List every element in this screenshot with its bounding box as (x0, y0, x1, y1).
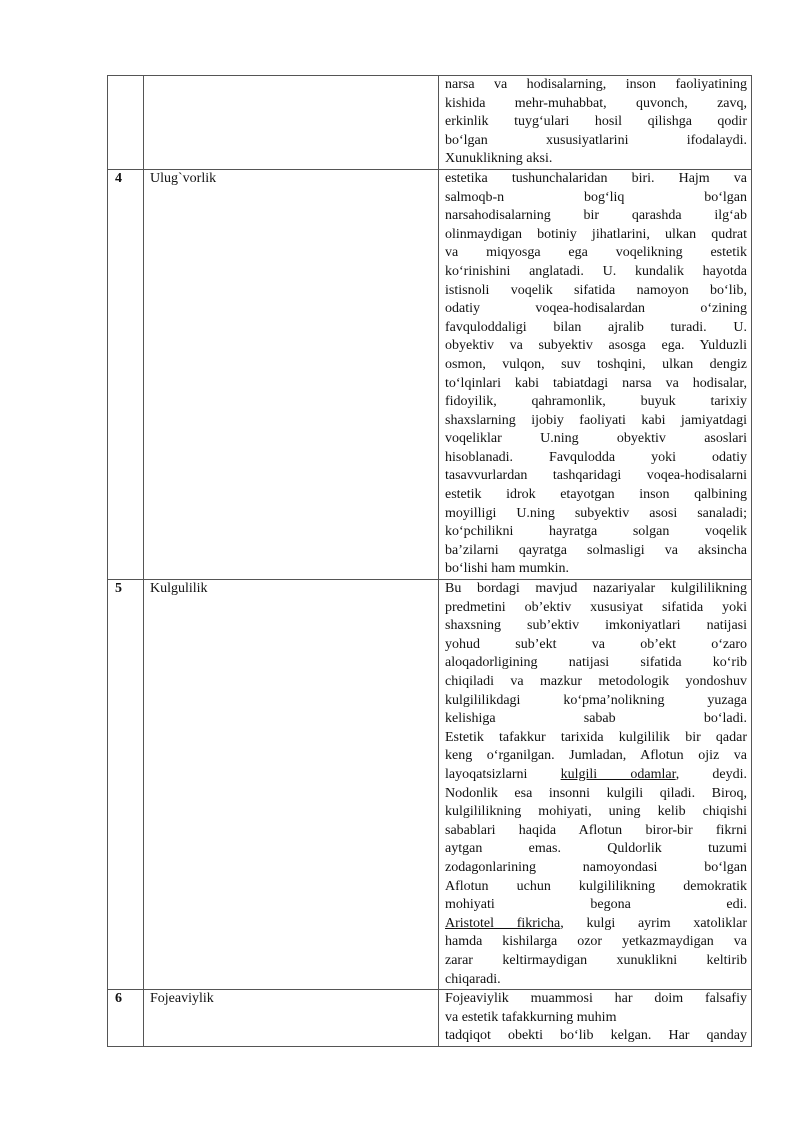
definition-line: voqeliklar U.ning obyektiv asoslari (445, 431, 747, 447)
definition-line: shaxslarning ijobiy faoliyati kabi jamiyatdagi (445, 412, 747, 428)
definition-line: va miqyosga ega voqelikning estetik (445, 245, 747, 261)
definition-line: kishida mehr-muhabbat, quvonch, zavq, (445, 95, 747, 111)
definition-line: va estetik tafakkurning muhim (445, 1009, 617, 1025)
table-row (108, 990, 752, 1047)
definition-line: ko‘pchilikni hayratga solgan voqelik (445, 524, 747, 540)
definition-line: Aflotun uchun kulgililikning demokratik (445, 878, 747, 894)
underlined-phrase: kulgili odamlar (560, 766, 676, 782)
definition-line: erkinlik tuyg‘ulari hosil qilishga qodir (445, 114, 747, 130)
definition-line: Bu bordagi mavjud nazariyalar kulgililikning (445, 581, 747, 597)
definition-line: Fojeaviylik muammosi har doim falsafiy (445, 991, 747, 1007)
definition-line: kulgililikdagi ko‘pma’nolikning yuzaga (445, 692, 747, 708)
definition-line: estetik idrok etayotgan inson qalbining (445, 487, 747, 503)
definition-line: aytgan emas. Quldorlik tuzumi (445, 841, 747, 857)
row-definition (439, 580, 752, 990)
row-term (144, 76, 439, 170)
row-term: Kulgulilik (144, 580, 439, 990)
definition-line: Xunuklikning aksi. (445, 151, 553, 167)
underlined-phrase: Aristotel fikricha (445, 915, 561, 931)
definition-line: kulgililikning mohiyati, uning kelib chiqishi (445, 804, 747, 820)
definition-line: mohiyati begona edi. (445, 897, 747, 913)
definition-line: aloqadorligining natijasi sifatida ko‘rib (445, 655, 747, 671)
definition-line: yohud sub’ekt va ob’ekt o‘zaro (445, 636, 747, 652)
definition-line: narsahodisalarning bir qarashda ilg‘ab (445, 208, 747, 224)
definition-line: fidoyilik, qahramonlik, buyuk tarixiy (445, 394, 747, 410)
definition-line: chiqaradi. (445, 971, 501, 987)
definition-line: Nodonlik esa insonni kulgili qiladi. Biroq, (445, 785, 747, 801)
definition-line: obyektiv va subyektiv asosga ega. Yulduzli (445, 338, 747, 354)
definition-line: Estetik tafakkur tarixida kulgililik bir qadar (445, 729, 747, 745)
table-row (108, 169, 752, 579)
definition-line: salmoqb-n bog‘liq bo‘lgan (445, 189, 747, 205)
row-number: 4 (108, 169, 144, 579)
table-row (108, 580, 752, 990)
definition-line: predmetini ob’ektiv xususiyat sifatida yoki (445, 599, 747, 615)
definition-line: osmon, vulqon, suv toshqini, ulkan dengiz (445, 356, 747, 372)
row-term: Ulug`vorlik (144, 169, 439, 579)
row-definition (439, 76, 752, 170)
row-number (108, 76, 144, 170)
row-term: Fojeaviylik (144, 990, 439, 1047)
definition-line: moyilligi U.ning subyektiv asosi sanaladi; (445, 505, 747, 521)
definition-line: favquloddaligi bilan ajralib turadi. U. (445, 319, 747, 335)
terms-table (107, 75, 752, 1047)
definition-line: layoqatsizlarni kulgili odamlar, deydi. (445, 766, 748, 782)
definition-line: keng o‘rganilgan. Jumladan, Aflotun ojiz va (445, 748, 747, 764)
table-row (108, 76, 752, 170)
definition-line: istisnoli voqelik sifatida namoyon bo‘lib, (445, 282, 747, 298)
row-definition (439, 990, 752, 1047)
definition-line: Aristotel fikricha, kulgi ayrim xatoliklar (445, 915, 747, 931)
definition-line: hamda kishilarga ozor yetkazmaydigan va (445, 934, 747, 950)
definition-line: kelishiga sabab bo‘ladi. (445, 711, 747, 727)
definition-line: tadqiqot obekti bo‘lib kelgan. Har qanday (445, 1028, 747, 1044)
row-number: 5 (108, 580, 144, 990)
definition-line: to‘lqinlari kabi tabiatdagi narsa va hodisalar, (445, 375, 747, 391)
definition-line: shaxsning sub’ektiv imkoniyatlari natijasi (445, 618, 747, 634)
definition-line: ko‘rinishini anglatadi. U. kundalik hayotda (445, 263, 747, 279)
definition-line: olinmaydigan botiniy jihatlarini, ulkan qudrat (445, 226, 747, 242)
definition-line: hisoblanadi. Favqulodda yoki odatiy (445, 449, 747, 465)
definition-line: bo‘lgan xususiyatlarini ifodalaydi. (445, 132, 747, 148)
definition-line: tasavvurlardan tashqaridagi voqea-hodisalarni (445, 468, 747, 484)
definition-line: sabablari haqida Aflotun biror-bir fikrni (445, 822, 747, 838)
definition-line: chiqiladi va mazkur metodologik yondoshuv (445, 674, 747, 689)
definition-line: zarar keltirmaydigan xunuklikni keltirib (445, 952, 747, 968)
definition-line: bo‘lishi ham mumkin. (445, 561, 570, 577)
definition-line: zodagonlarining namoyondasi bo‘lgan (445, 859, 747, 875)
definition-line: odatiy voqea-hodisalardan o‘zining (445, 301, 747, 317)
definition-line: ba’zilarni qayratga solmasligi va aksincha (445, 542, 747, 558)
definition-line: narsa va hodisalarning, inson faoliyatining (445, 77, 747, 92)
row-number: 6 (108, 990, 144, 1047)
definition-line: estetika tushunchalaridan biri. Hajm va (445, 170, 747, 186)
row-definition (439, 169, 752, 579)
terms-table-body (108, 76, 752, 1047)
